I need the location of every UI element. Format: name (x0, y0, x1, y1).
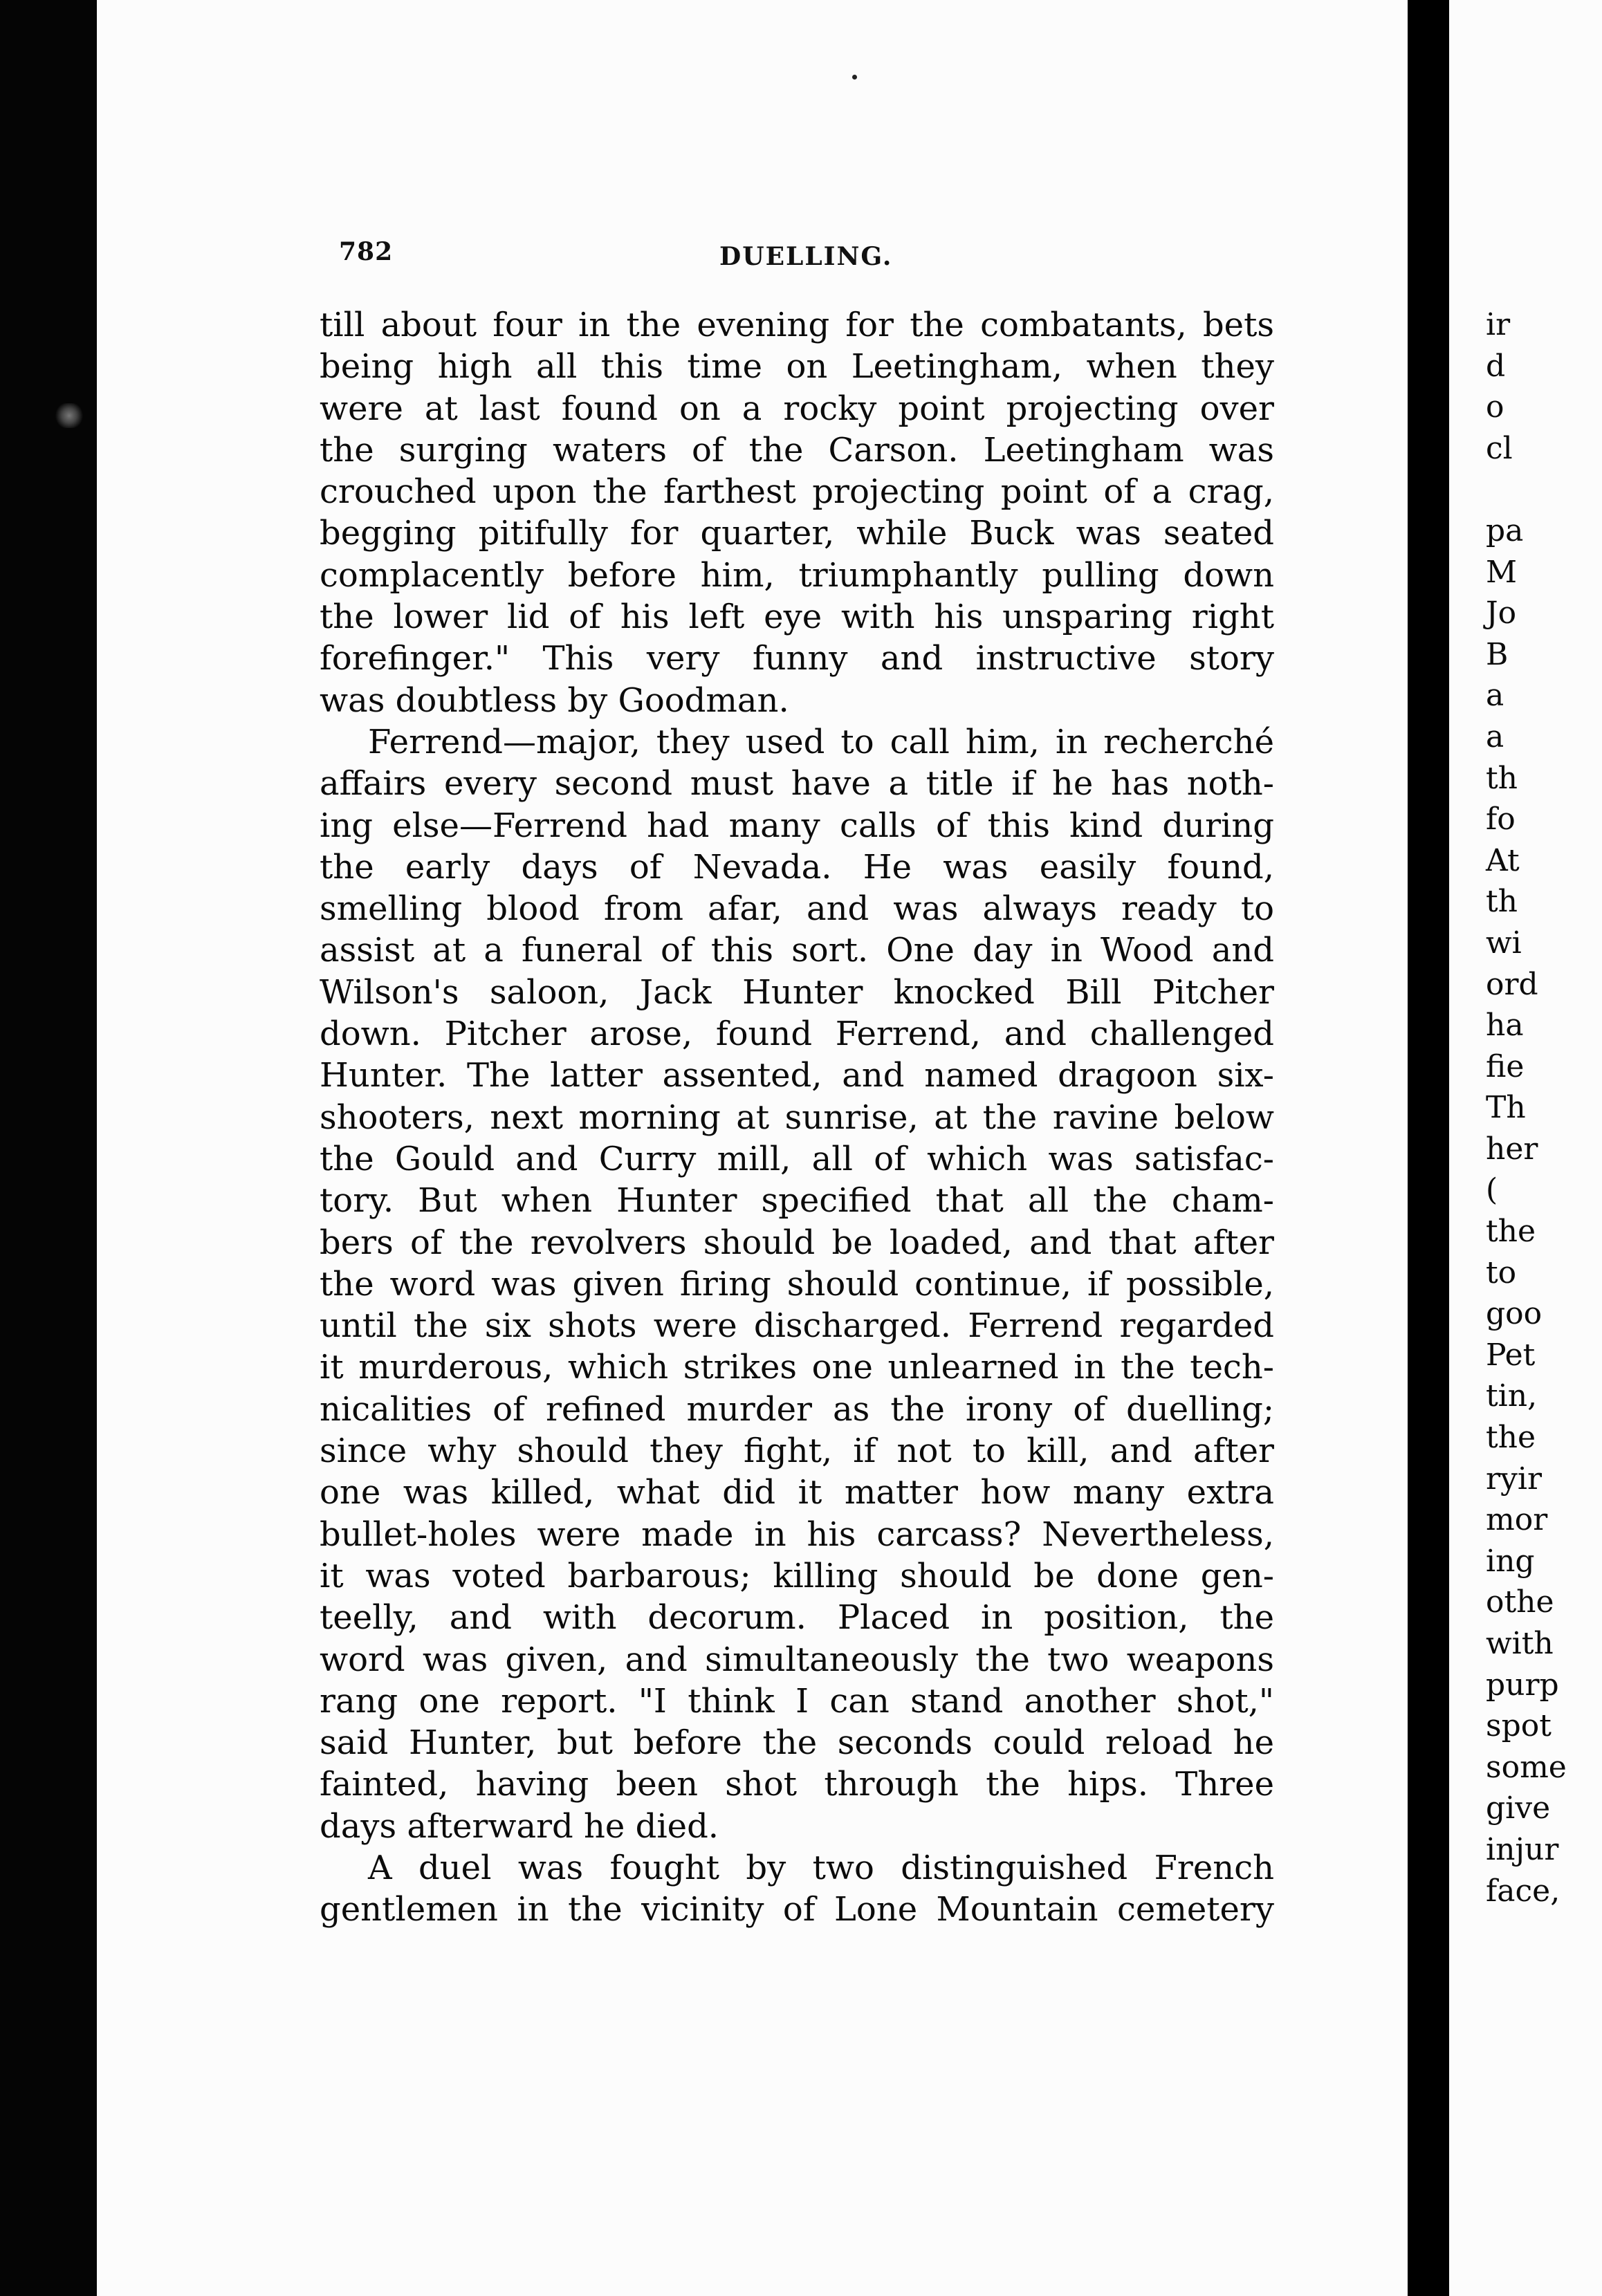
facing-line: the (1486, 1420, 1536, 1456)
facing-line: the (1486, 1214, 1536, 1250)
text-line: was doubtless by Goodman. (320, 681, 789, 720)
text-line: nicalities of refined murder as the irony of duelling; (320, 1389, 1274, 1429)
facing-line: Pet (1486, 1337, 1536, 1373)
facing-line: tin, (1486, 1378, 1538, 1414)
text-line: ing else—Ferrend had many calls of this kind during (320, 806, 1274, 845)
facing-line: d (1486, 348, 1506, 384)
text-line: forefinger." This very funny and instructive story (320, 639, 1274, 678)
facing-line: B (1486, 636, 1509, 672)
facing-line (1486, 469, 1567, 510)
scan-smudge (55, 403, 83, 428)
text-line: the word was given firing should continue, if possible, (320, 1264, 1274, 1304)
paragraph-start-line: A duel was fought by two distinguished French (368, 1848, 1274, 1887)
facing-line: ord (1486, 966, 1538, 1002)
text-line: Wilson's saloon, Jack Hunter knocked Bill Pitcher (320, 972, 1274, 1012)
facing-line: ing (1486, 1543, 1535, 1579)
facing-line: with (1486, 1626, 1554, 1661)
facing-line: to (1486, 1255, 1517, 1290)
text-line: down. Pitcher arose, found Ferrend, and challenged (320, 1015, 1274, 1054)
facing-line: ryir (1486, 1461, 1542, 1497)
text-line: rang one report. "I think I can stand another shot," (320, 1681, 1274, 1721)
text-line: complacently before him, triumphantly pulling down (320, 555, 1274, 595)
text-line: word was given, and simultaneously the two weapons (320, 1640, 1274, 1679)
text-line: said Hunter, but before the seconds could reload he (320, 1723, 1274, 1763)
text-line: the Gould and Curry mill, all of which was satisfac- (320, 1139, 1274, 1178)
facing-page-text (1486, 304, 1567, 1911)
facing-line: o (1486, 389, 1504, 425)
facing-line: fo (1486, 802, 1516, 837)
text-line: one was killed, what did it matter how many extra (320, 1473, 1274, 1512)
facing-line: fie (1486, 1048, 1525, 1084)
facing-line: pa (1486, 512, 1524, 548)
facing-line: Th (1486, 1090, 1526, 1126)
text-line: Hunter. The latter assented, and named dragoon six- (320, 1056, 1274, 1095)
text-line: it was voted barbarous; killing should be done gen- (320, 1556, 1274, 1595)
facing-line: a (1486, 719, 1504, 754)
text-line: teelly, and with decorum. Placed in position, the (320, 1598, 1274, 1638)
text-line: the lower lid of his left eye with his unsparing right (320, 598, 1274, 637)
facing-line: purp (1486, 1667, 1559, 1703)
text-line: it murderous, which strikes one unlearned in the tech- (320, 1348, 1274, 1387)
facing-line: spot (1486, 1708, 1552, 1744)
page-gutter (1408, 0, 1449, 2296)
text-line: being high all this time on Leetingham, when they (320, 347, 1274, 387)
facing-line: th (1486, 884, 1518, 920)
facing-line: At (1486, 842, 1520, 878)
scan-speck (852, 75, 857, 80)
facing-line: her (1486, 1131, 1538, 1167)
scan-left-margin (0, 0, 97, 2296)
facing-line: ( (1486, 1172, 1498, 1208)
facing-line: wi (1486, 925, 1522, 961)
facing-line: th (1486, 760, 1518, 796)
text-line: were at last found on a rocky point projecting over (320, 389, 1274, 428)
facing-line: M (1486, 554, 1518, 590)
facing-line: mor (1486, 1502, 1548, 1538)
facing-line: ha (1486, 1008, 1524, 1044)
text-line: assist at a funeral of this sort. One day in Wood and (320, 931, 1274, 970)
text-line: fainted, having been shot through the hips. Three (320, 1765, 1274, 1804)
facing-line: goo (1486, 1296, 1543, 1332)
body-text (320, 304, 1274, 1931)
facing-line: some (1486, 1749, 1567, 1785)
text-line: since why should they fight, if not to kill, and after (320, 1432, 1274, 1471)
text-line: affairs every second must have a title if he has noth- (320, 764, 1274, 804)
facing-line: ir (1486, 307, 1511, 342)
text-line: smelling blood from afar, and was always ready to (320, 889, 1274, 929)
facing-line: injur (1486, 1831, 1559, 1867)
facing-line: face, (1486, 1873, 1560, 1909)
facing-line: a (1486, 678, 1504, 714)
text-line: until the six shots were discharged. Ferrend regarded (320, 1306, 1274, 1346)
text-line: tory. But when Hunter specified that all the cham- (320, 1181, 1274, 1221)
text-line: till about four in the evening for the combatants, bets (320, 306, 1274, 344)
text-line: gentlemen in the vicinity of Lone Mountain cemetery (320, 1890, 1274, 1929)
text-line: shooters, next morning at sunrise, at the ravine below (320, 1098, 1274, 1137)
text-line: crouched upon the farthest projecting point of a crag, (320, 472, 1274, 512)
text-line: days afterward he died. (320, 1806, 719, 1846)
page-number: 782 (339, 237, 394, 266)
text-line: bers of the revolvers should be loaded, and that after (320, 1223, 1274, 1262)
text-line: the surging waters of the Carson. Leetingham was (320, 430, 1274, 470)
facing-line: othe (1486, 1584, 1554, 1620)
facing-line: give (1486, 1790, 1551, 1826)
running-head: DUELLING. (719, 242, 893, 271)
paragraph-start-line: Ferrend—major, they used to call him, in recherché (368, 722, 1274, 761)
text-line: begging pitifully for quarter, while Buck was seated (320, 514, 1274, 553)
text-line: bullet-holes were made in his carcass? Nevertheless, (320, 1515, 1274, 1554)
facing-line: cl (1486, 430, 1513, 466)
text-line: the early days of Nevada. He was easily found, (320, 847, 1274, 887)
facing-line: Jo (1486, 595, 1517, 631)
